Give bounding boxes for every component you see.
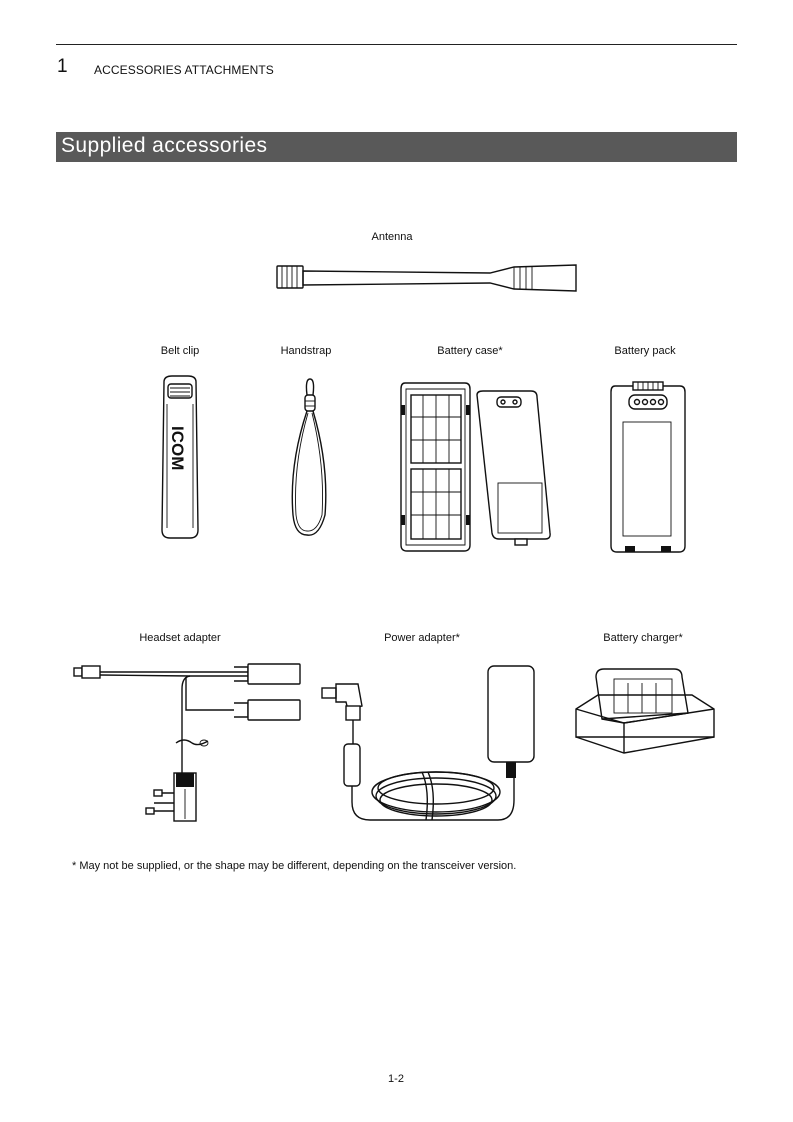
headset-adapter-label: Headset adapter xyxy=(139,632,221,644)
belt-clip-logo: ICOM xyxy=(168,426,187,471)
belt-clip-illustration xyxy=(150,370,210,545)
section-banner xyxy=(56,132,737,162)
power-adapter-label: Power adapter* xyxy=(384,632,460,644)
battery-case-label: Battery case* xyxy=(437,345,503,357)
battery-charger-label: Battery charger* xyxy=(603,632,683,644)
battery-pack-illustration xyxy=(605,378,690,558)
chapter-title: ACCESSORIES ATTACHMENTS xyxy=(94,63,274,77)
power-adapter-illustration xyxy=(318,660,543,830)
headset-adapter-illustration xyxy=(70,655,310,825)
battery-case-illustration xyxy=(395,375,560,560)
header-rule xyxy=(56,44,737,45)
section-title: Supplied accessories xyxy=(61,134,268,157)
chapter-number: 1 xyxy=(57,56,68,77)
antenna-illustration xyxy=(270,258,585,298)
antenna-label: Antenna xyxy=(371,231,413,243)
page-number: 1-2 xyxy=(388,1073,404,1085)
footnote: * May not be supplied, or the shape may be different, depending on the transceiver version. xyxy=(72,860,517,872)
handstrap-illustration xyxy=(285,375,335,545)
battery-pack-label: Battery pack xyxy=(614,345,676,357)
handstrap-label: Handstrap xyxy=(280,345,332,357)
belt-clip-label: Belt clip xyxy=(160,345,200,357)
battery-charger-illustration xyxy=(570,665,720,760)
